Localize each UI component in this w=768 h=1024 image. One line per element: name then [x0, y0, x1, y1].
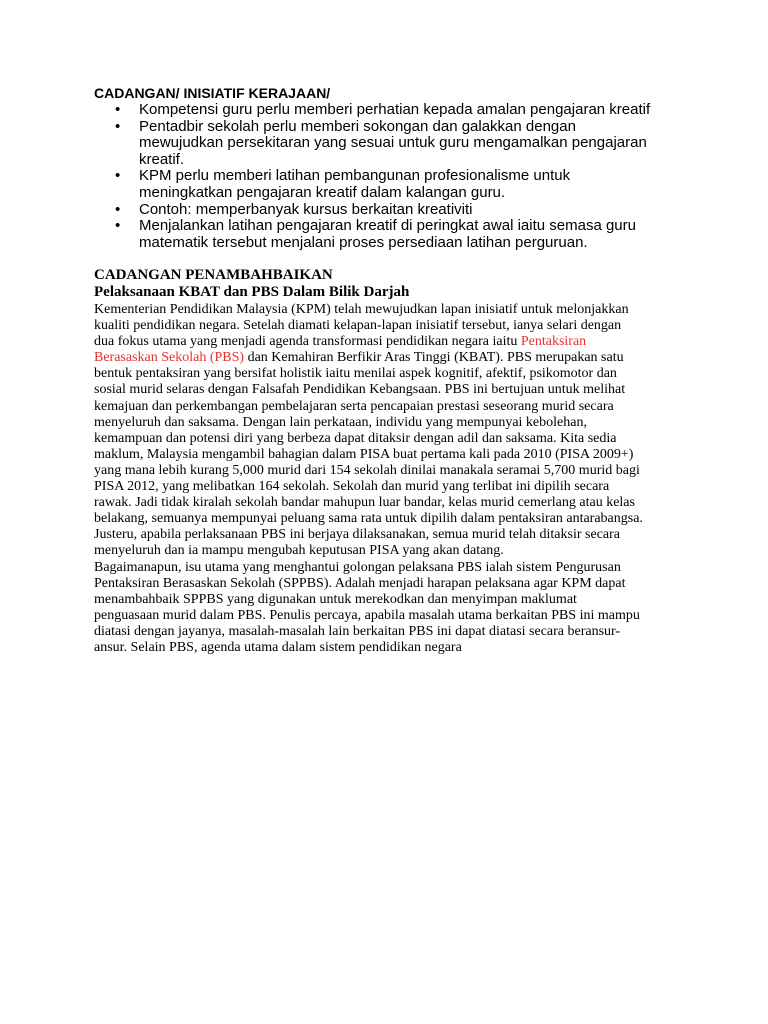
body-line	[94, 334, 684, 350]
initiative-text-line: Kompetensi guru perlu memberi perhatian kepada amalan pengajaran kreatif	[139, 101, 651, 118]
improvements-heading: CADANGAN PENAMBAHBAIKAN	[94, 267, 333, 283]
initiative-text-line: matematik tersebut menjalani proses persediaan latihan perguruan.	[139, 233, 588, 251]
body-text: dan Kemahiran Berfikir Aras Tinggi (KBAT). PBS merupakan satu	[244, 350, 624, 366]
bullet-marker: •	[115, 117, 121, 135]
bullet-marker: •	[115, 167, 121, 185]
initiative-text-line: Pentadbir sekolah perlu memberi sokongan dan galakkan dengan	[139, 117, 576, 135]
body-line: menyeluruh dan ia mampu mengubah keputusan PISA yang akan datang.	[94, 543, 504, 559]
initiative-item	[94, 102, 694, 119]
initiative-item	[94, 119, 694, 169]
body-line: Bagaimanapun, isu utama yang menghantui golongan pelaksana PBS ialah sistem Pengurusan	[94, 559, 621, 575]
body-line: sosial murid selaras dengan Falsafah Pendidikan Kebangsaan. PBS ini bertujuan untuk melihat	[94, 382, 626, 398]
body-line: diatasi dengan jayanya, masalah-masalah lain berkaitan PBS ini dapat diatasi secara beransur-	[94, 623, 621, 639]
improvements-subheading: Pelaksanaan KBAT dan PBS Dalam Bilik Darjah	[94, 284, 410, 300]
bullet-marker: •	[115, 101, 121, 118]
bullet-marker: •	[115, 217, 121, 235]
body-line: rawak. Jadi tidak kiralah sekolah bandar mahupun luar bandar, kelas murid cemerlang atau kelas	[94, 495, 635, 511]
initiative-item	[94, 168, 694, 201]
body-line: kemampuan dan potensi diri yang berbeza dapat ditaksir dengan adil dan saksama. Kita sedia	[94, 430, 617, 446]
bullet-marker: •	[115, 200, 121, 218]
body-line: kemajuan dan perkembangan pembelajaran serta pencapaian prestasi seseorang murid secara	[94, 398, 614, 414]
initiatives-heading: CADANGAN/ INISIATIF KERAJAAN/	[94, 85, 331, 101]
initiative-text-line: meningkatkan pengajaran kreatif dalam kalangan guru.	[139, 183, 506, 201]
body-line: yang mana lebih kurang 5,000 murid dari 154 sekolah dinilai manakala seramai 5,700 murid bagi	[94, 462, 640, 478]
body-line: penguasaan murid dalam PBS. Penulis percaya, apabila masalah utama berkaitan PBS ini mampu	[94, 607, 640, 623]
improvements-body	[94, 302, 684, 656]
body-line: PISA 2012, yang melibatkan 164 sekolah. Sekolah dan murid yang terlibat ini dipilih secara	[94, 479, 610, 495]
body-text: dua fokus utama yang menjadi agenda transformasi pendidikan negara iaitu	[94, 334, 521, 350]
pbs-link[interactable]: Pentaksiran	[520, 334, 587, 350]
body-line: Pentaksiran Berasaskan Sekolah (SPPBS). Adalah menjadi harapan pelaksana agar KPM dapat	[94, 575, 626, 591]
initiative-text-line: Contoh: memperbanyak kursus berkaitan kreativiti	[139, 200, 473, 218]
pbs-link[interactable]: Berasaskan Sekolah (PBS)	[94, 350, 245, 366]
initiative-text-line: KPM perlu memberi latihan pembangunan profesionalisme untuk	[139, 167, 571, 185]
body-line: belakang, semuanya mempunyai peluang sama rata untuk dipilih dalam pentaksiran antarabangsa.	[94, 511, 643, 527]
body-line: kualiti pendidikan negara. Setelah diamati kelapan-lapan inisiatif tersebut, ianya selari dengan	[94, 318, 622, 334]
initiative-item	[94, 218, 694, 251]
body-line: ansur. Selain PBS, agenda utama dalam sistem pendidikan negara	[94, 639, 462, 655]
initiative-item	[94, 202, 694, 219]
body-line: bentuk pentaksiran yang bersifat holistik iaitu menilai aspek kognitif, afektif, psikomotor dan	[94, 366, 617, 382]
initiatives-list	[94, 102, 694, 251]
body-line: menyeluruh dan saksama. Dengan lain perkataan, individu yang mempunyai kebolehan,	[94, 414, 587, 430]
body-line: menambahbaik SPPBS yang digunakan untuk merekodkan dan menyimpan maklumat	[94, 591, 577, 607]
body-line	[94, 350, 684, 366]
initiative-text-line: mewujudkan persekitaran yang sesuai untuk guru mengamalkan pengajaran	[139, 134, 647, 152]
body-line: Justeru, apabila perlaksanaan PBS ini berjaya dilaksanakan, semua murid telah ditaksir secara	[94, 527, 620, 543]
body-line: Kementerian Pendidikan Malaysia (KPM) telah mewujudkan lapan inisiatif untuk melonjakkan	[94, 302, 629, 317]
initiative-text-line: Menjalankan latihan pengajaran kreatif di peringkat awal iaitu semasa guru	[139, 217, 636, 235]
initiative-text-line: kreatif.	[139, 150, 185, 168]
body-line: maklum, Malaysia mengambil bahagian dalam PISA buat pertama kali pada 2010 (PISA 2009+)	[94, 446, 634, 462]
